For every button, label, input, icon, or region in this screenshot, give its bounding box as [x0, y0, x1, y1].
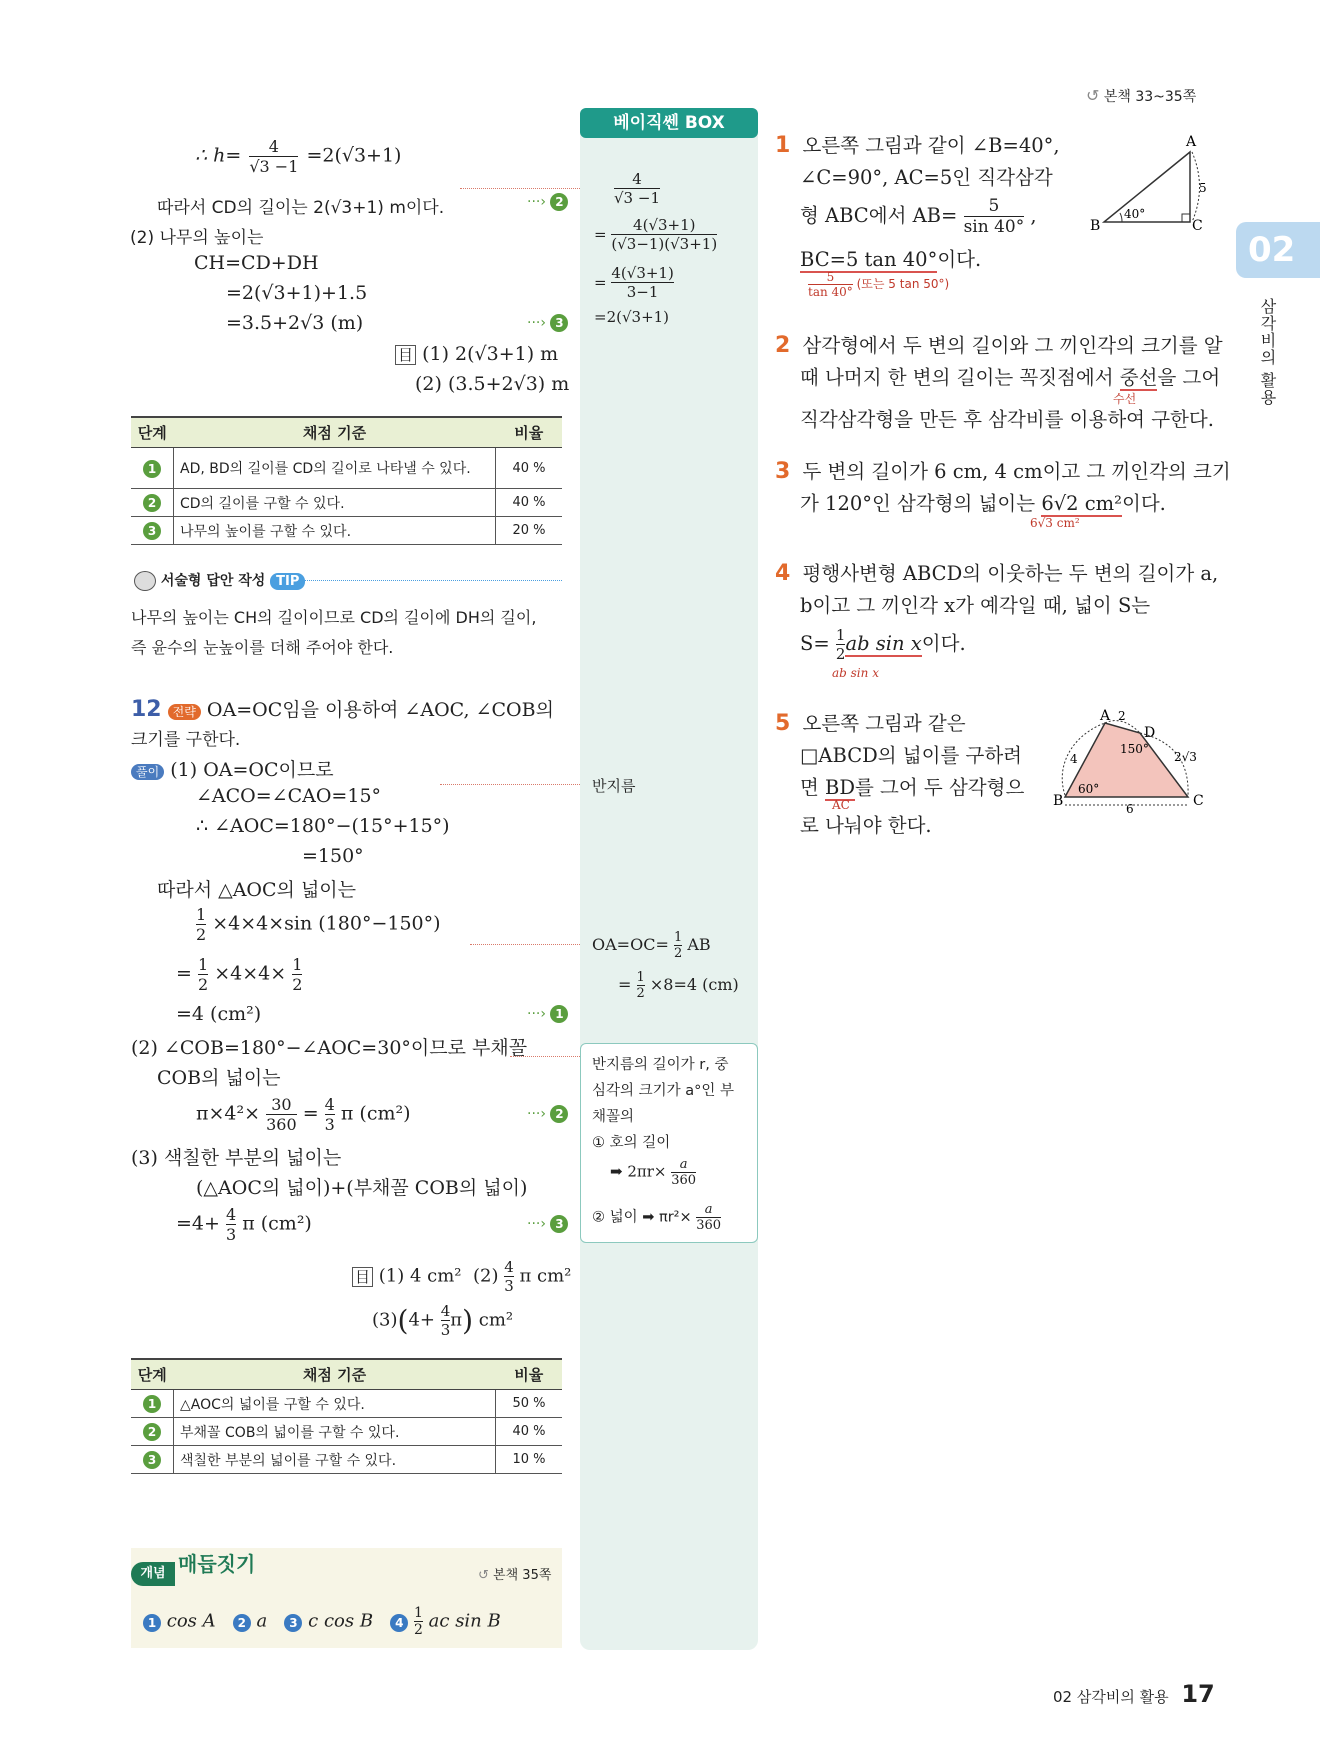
chapter-number: 02 — [1248, 230, 1296, 270]
mid-radius-note: 반지름 — [592, 777, 636, 795]
tri1-vertex-c: C — [1192, 218, 1203, 234]
answer-11-part2: (2) (3.5+2√3) m — [415, 373, 570, 395]
quad-side-ab: 4 — [1070, 752, 1078, 766]
solution-line6: $\frac{1}{2}$ ×4×4×sin (180°−150°) — [196, 905, 441, 944]
sector-formula-text: 반지름의 길이가 r, 중 심각의 크기가 a°인 부 채꼴의 ① 호의 길이 — [592, 1057, 735, 1151]
eq-h: ∴ h= $\frac{4}{√3 -1}$ =2(√3+1) — [195, 137, 402, 176]
solution-line8: =4 (cm²) — [176, 1003, 262, 1025]
solution-line4: =150° — [302, 845, 364, 867]
tri1-vertex-b: B — [1090, 218, 1101, 234]
concept-title: 매듭짓기 — [178, 1552, 256, 1576]
q4-line2: b이고 그 끼인각 x가 예각일 때, 넓이 S는 — [800, 594, 1151, 617]
q4-correction: ab sin x — [832, 666, 879, 680]
tri1-side-ac: 5 — [1199, 181, 1207, 195]
table-row: 1 AD, BD의 길이를 CD의 길이로 나타낼 수 있다. 40 % — [131, 448, 562, 489]
answer-12-part1-2: 目 (1) 4 cm² (2) $\frac{4}{3}$ π cm² — [352, 1258, 571, 1295]
part2-line1: CH=CD+DH — [194, 252, 319, 274]
owl-icon — [134, 571, 156, 591]
q4-line3: S= $\frac{1}{2}$ ab sin x이다. — [800, 626, 966, 663]
mid-frac-3: = $\frac{4(√3+1)}{3-1}$ — [594, 264, 674, 301]
basic-box-title: 베이직쎈 BOX — [580, 108, 758, 138]
q5-line4: 로 나눠야 한다. — [800, 814, 932, 837]
q3-line1: 3 두 변의 길이가 6 cm, 4 cm이고 그 끼인각의 크기 — [775, 459, 1231, 484]
table-row: 3 색칠한 부분의 넓이를 구할 수 있다. 10 % — [131, 1446, 562, 1474]
header-ref: ↺ 본책 33~35쪽 — [1086, 86, 1197, 105]
quad-vertex-c: C — [1193, 793, 1204, 809]
quad-angle-b: 60° — [1078, 782, 1100, 796]
solution-line14: =4+ $\frac{4}{3}$ π (cm²) — [176, 1205, 312, 1244]
solution-line2: ∠ACO=∠CAO=15° — [196, 785, 382, 807]
th-ratio: 비율 — [496, 1359, 563, 1390]
quad-vertex-d: D — [1144, 725, 1156, 741]
quadrilateral-figure — [1050, 705, 1220, 815]
answer-icon: 目 — [352, 1267, 373, 1287]
q1-line3: 형 ABC에서 AB= $\frac{5}{\sin 40^\circ}$ , — [800, 196, 1037, 237]
tip-line1: 나무의 높이는 CH의 길이이므로 CD의 길이에 DH의 길이, — [131, 608, 537, 627]
th-criteria: 채점 기준 — [174, 417, 496, 448]
mid-oa-line2: = $\frac{1}{2}$ ×8=4 (cm) — [618, 970, 739, 1001]
q2-line2: 때 나머지 한 변의 길이는 꼭짓점에서 중선을 그어 — [800, 366, 1221, 389]
solution-line3: ∴ ∠AOC=180°−(15°+15°) — [196, 815, 450, 837]
table-row: 3 나무의 높이를 구할 수 있다. 20 % — [131, 517, 562, 545]
solution-badge: 풀이 — [131, 764, 164, 780]
solution-line10: COB의 넓이는 — [157, 1067, 281, 1089]
q1-line1: 1 오른쪽 그림과 같이 ∠B=40°, — [775, 133, 1060, 158]
answer-11-part1: 目 (1) 2(√3+1) m — [395, 343, 558, 365]
part2-title: (2) 나무의 높이는 — [130, 228, 264, 248]
step-marker-2b: ···› 2 — [527, 1105, 568, 1123]
table-row: 2 CD의 길이를 구할 수 있다. 40 % — [131, 489, 562, 517]
quad-side-dc: 2√3 — [1174, 750, 1197, 764]
q5-line3: 면 BD를 그어 두 삼각형으 — [800, 776, 1025, 799]
part2-line3: =3.5+2√3 (m) — [226, 312, 364, 334]
q5-correction: AC — [832, 798, 850, 812]
chapter-title-vertical: 삼각비의 활용 — [1258, 298, 1277, 407]
step-marker-1b: ···› 1 — [527, 1005, 568, 1023]
mid-frac-1: 4 √3 −1 — [614, 170, 660, 207]
q1-line2: ∠C=90°, AC=5인 직각삼각 — [800, 166, 1053, 189]
step-marker-2a: ···› 2 — [527, 193, 568, 211]
tip-line2: 즉 윤수의 눈높이를 더해 주어야 한다. — [131, 638, 394, 657]
ref-icon: ↺ — [478, 1568, 489, 1583]
step-marker-3a: ···› 3 — [527, 314, 568, 332]
q4-line1: 4 평행사변형 ABCD의 이웃하는 두 변의 길이가 a, — [775, 561, 1219, 586]
th-step: 단계 — [131, 417, 174, 448]
q2-line1: 2 삼각형에서 두 변의 길이와 그 끼인각의 크기를 알 — [775, 333, 1223, 358]
solution-line13: (△AOC의 넓이)+(부채꼴 COB의 넓이) — [196, 1177, 528, 1199]
quad-vertex-a: A — [1100, 708, 1111, 724]
solution-line11: π×4²× $\frac{30}{360}$ = $\frac{4}{3}$ π (cm²) — [196, 1095, 411, 1134]
problem-12-header: 12 전략 OA=OC임을 이용하여 ∠AOC, ∠COB의 — [131, 697, 554, 722]
grading-table-1 — [131, 416, 562, 545]
q3-line2: 가 120°인 삼각형의 넓이는 6√2 cm²이다. — [800, 492, 1166, 515]
q1-line4: BC=5 tan 40°이다. — [800, 248, 982, 271]
quad-angle-d: 150° — [1120, 742, 1149, 756]
arc-length-formula: ➡ 2πr× $\frac{a}{360}$ — [610, 1157, 697, 1188]
mid-frac-2: = $\frac{4(√3+1)}{(√3-1)(√3+1)}$ — [594, 216, 718, 253]
mid-result: =2(√3+1) — [594, 308, 670, 326]
grading-table-2 — [131, 1358, 562, 1474]
solution-line7: = $\frac{1}{2}$ ×4×4× $\frac{1}{2}$ — [176, 955, 303, 994]
table-row: 2 부채꼴 COB의 넓이를 구할 수 있다. 40 % — [131, 1418, 562, 1446]
q2-line3: 직각삼각형을 만든 후 삼각비를 이용하여 구한다. — [800, 408, 1214, 431]
problem-12-line2: 크기를 구한다. — [131, 730, 241, 750]
tri1-angle-b: 40° — [1124, 207, 1146, 221]
th-step: 단계 — [131, 1359, 174, 1390]
solution-line1: 풀이 (1) OA=OC이므로 — [131, 755, 334, 782]
answer-icon: 目 — [395, 345, 416, 365]
concept-answers: 1 cos A 2 a 3 c cos B 4 $\frac{1}{2}$ ac sin B — [143, 1605, 501, 1638]
page-number: 17 — [1181, 1680, 1215, 1708]
quad-side-ad: 2 — [1118, 709, 1126, 723]
concept-ref: ↺ 본책 35쪽 — [478, 1568, 552, 1583]
footer-chapter: 02 삼각비의 활용 — [1053, 1688, 1169, 1706]
quad-side-bc: 6 — [1126, 802, 1134, 815]
footer — [1053, 1680, 1215, 1708]
ref-icon: ↺ — [1086, 86, 1100, 105]
cd-length-text: 따라서 CD의 길이는 2(√3+1) m이다. — [157, 198, 445, 218]
th-criteria: 채점 기준 — [174, 1359, 496, 1390]
right-triangle-figure — [1082, 130, 1212, 240]
solution-line5: 따라서 △AOC의 넓이는 — [157, 879, 357, 901]
strategy-badge: 전략 — [168, 704, 201, 720]
area-formula: ② 넓이 ➡ πr²× $\frac{a}{360}$ — [592, 1202, 722, 1233]
tip-badge: TIP — [270, 573, 305, 590]
solution-line12: (3) 색칠한 부분의 넓이는 — [131, 1147, 342, 1169]
q5-line1: 5 오른쪽 그림과 같은 — [775, 711, 966, 736]
solution-line9: (2) ∠COB=180°−∠AOC=30°이므로 부채꼴 — [131, 1037, 528, 1059]
mid-oa-line1: OA=OC= $\frac{1}{2}$ AB — [592, 930, 711, 961]
table-row: 1 △AOC의 넓이를 구할 수 있다. 50 % — [131, 1390, 562, 1418]
q1-correction: $\frac{5}{\tan 40^\circ}$ (또는 5 tan 50°) — [808, 270, 950, 299]
part2-line2: =2(√3+1)+1.5 — [226, 282, 368, 304]
chapter-tab[interactable] — [1236, 222, 1320, 278]
th-ratio: 비율 — [496, 417, 563, 448]
basic-box-column — [580, 110, 758, 1650]
step-marker-3b: ···› 3 — [527, 1215, 568, 1233]
answer-12-part3: (3)(4+ $\frac{4}{3}$ π) cm² — [372, 1302, 514, 1339]
q2-correction: 수선 — [1113, 392, 1137, 406]
tip-header: 서술형 답안 작성 TIP — [134, 570, 305, 591]
concept-badge: 개념 — [131, 1562, 175, 1586]
quad-vertex-b: B — [1053, 793, 1064, 809]
q5-line2: □ABCD의 넓이를 구하려 — [800, 744, 1023, 767]
q3-correction: 6√3 cm² — [1030, 516, 1080, 530]
tri1-vertex-a: A — [1186, 134, 1197, 150]
